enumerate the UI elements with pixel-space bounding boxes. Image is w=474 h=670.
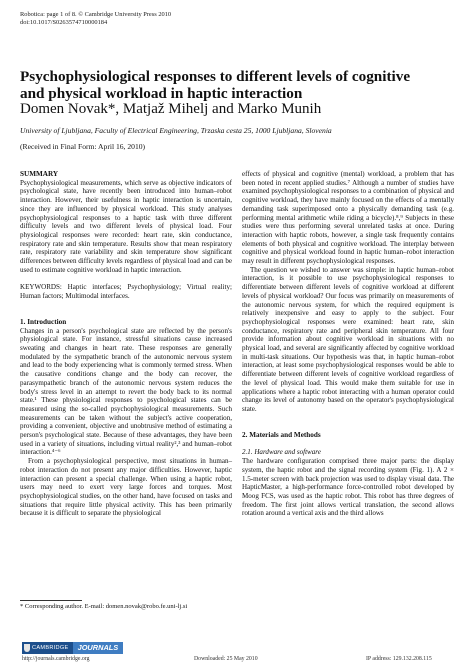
cambridge-journals-logo bbox=[22, 642, 138, 654]
doi: doi:10.1017/S0263574710000184 bbox=[20, 19, 108, 26]
journal-url-link[interactable]: http://journals.cambridge.org bbox=[22, 656, 90, 662]
logo-right-text: JOURNALS bbox=[73, 642, 124, 654]
intro-paragraph-2: From a psychophysiological perspective, most situations in human–robot interaction do not present any major difficulties. However, haptic interaction can present a special challenge. When using a haptic robot, users may need to exert very large forces and torques. Most psychophysiological studies, on the other hand, have focused on tasks and situations that require little physical activity. This has been primarily because it is difficult to separate the physiological bbox=[20, 457, 232, 518]
journal-header bbox=[20, 11, 171, 27]
summary-text: Psychophysiological measurements, which serve as objective indicators of psychological state, have recently been introduced into human–robot interaction. However, their usefulness in haptic interaction is uncertain, since they are influenced by physical workload. This study analyses psychophysiological responses to a haptic task with three different difficulty levels and two different levels of physical load. Four physiological responses were recorded: heart rate, skin conductance, respiratory rate and skin temperature. Results show that mean respiratory rate, respiratory rate variability and skin temperature show significant differences between difficulty levels regardless of physical load and can be used to estimate cognitive workload in haptic interaction. bbox=[20, 178, 232, 274]
received-date: (Received in Final Form: April 16, 2010) bbox=[20, 142, 146, 151]
right-paragraph-3: The hardware configuration comprised three major parts: the display system, the haptic robot and the signal recording system (Fig. 1). A 2 × 1.5-meter screen with back projection was used to display visual data. The HapticMaster, a high-performance force-controlled robot developed by Moog FCS, was used as the haptic robot. This robot has three degrees of freedom. The first joint allows vertical translation, the second allows rotation around a vertical axis and the third allows bbox=[242, 457, 454, 518]
title-line-1: Psychophysiological responses to different levels of cognitive bbox=[20, 68, 411, 85]
right-column bbox=[242, 170, 454, 518]
right-paragraph-1: effects of physical and cognitive (mental) workload, a problem that has been noted in recent applied studies.⁷ Although a number of studies have examined psychophysiological responses to a combination of physical and cognitive workload, they have mainly focused on the effects of a mentally demanding task superimposed onto a physically demanding task (e.g. performing mental arithmetic while riding a bicycle).⁸,⁹ Subjects in these studies were thus performing several unrelated tasks at once. During interaction with haptic robots, however, a single task frequently contains elements of both physical and cognitive workload. The interplay between cognitive and physical workload found in haptic human–robot interaction may result in different psychophysiological responses. bbox=[242, 170, 454, 266]
summary-heading: SUMMARY bbox=[20, 170, 59, 178]
logo-left-text: CAMBRIDGE bbox=[32, 645, 69, 651]
shield-icon bbox=[24, 644, 30, 652]
logo-left bbox=[22, 642, 73, 654]
intro-paragraph-1: Changes in a person's psychological state are reflected by the person's physiological state. For instance, stressful situations cause increased sweating and changes in heart rate. These responses are generally modulated by the sympathetic branch of the autonomic nervous system and lead to the body experiencing what is commonly termed stress. When the causative conditions change and the body can recover, the parasympathetic branch of the autonomic nervous system reduces the body's stress level in an attempt to revert the body back to its normal state.¹ These physiological responses to psychological states can be measured using the so-called psychophysiological measurements. Such measurements can be taken without the subject's active cooperation, providing a convenient, objective and unobtrusive method of estimating a person's psychological state. Because of these advantages, they have been used in a variety of situations, including virtual reality²,³ and human–robot interaction.⁴⁻⁶ bbox=[20, 326, 232, 457]
right-paragraph-2: The question we wished to answer was simple: in haptic human–robot interaction, is it possible to use psychophysiological responses to differentiate between different levels of cognitive workload at different levels of physical workload? Our focus was primarily on measurements of the autonomic nervous system, for which the required equipment is relatively inexpensive and easy to apply to the subject. Four psychophysiological responses were examined: heart rate, skin conductance, respiratory rate and peripheral skin temperature. All four provide information about cognitive workload in situations with no physical load, and several are significantly affected by cognitive workload in multi-task situations. Our hypothesis was that, in haptic human–robot interaction, at least some psychophysiological responses would be able to differentiate between different levels of cognitive workload regardless of the level of physical load. This would make them suitable for use in applications where a haptic robot interacting with a human operator could change its level of autonomy based on the operator's psychophysiological state. bbox=[242, 265, 454, 413]
paper-title bbox=[20, 68, 460, 102]
footnote: * Corresponding author. E-mail: domen.novak@robo.fe.uni-lj.si bbox=[20, 603, 188, 610]
ip-address: IP address: 129.132.208.115 bbox=[366, 656, 432, 662]
journal-citation: Robotica: page 1 of 8. © Cambridge University Press 2010 bbox=[20, 11, 172, 18]
affiliation: University of Ljubljana, Faculty of Electrical Engineering, Trzaska cesta 25, 1000 Ljubljana, Slovenia bbox=[20, 126, 332, 135]
section-2-heading: 2. Materials and Methods bbox=[242, 431, 321, 440]
download-date: Downloaded: 25 May 2010 bbox=[194, 656, 258, 662]
title-line-2: and physical workload in haptic interaction bbox=[20, 85, 303, 102]
section-2-1-heading: 2.1. Hardware and software bbox=[242, 448, 321, 457]
section-1-heading: 1. Introduction bbox=[20, 317, 67, 326]
left-column bbox=[20, 170, 232, 518]
authors: Domen Novak*, Matjaž Mihelj and Marko Munih bbox=[20, 101, 322, 117]
keywords: KEYWORDS: Haptic interfaces; Psychophysiology; Virtual reality; Human factors; Multimodal interfaces. bbox=[20, 283, 232, 300]
footnote-rule bbox=[20, 600, 82, 601]
